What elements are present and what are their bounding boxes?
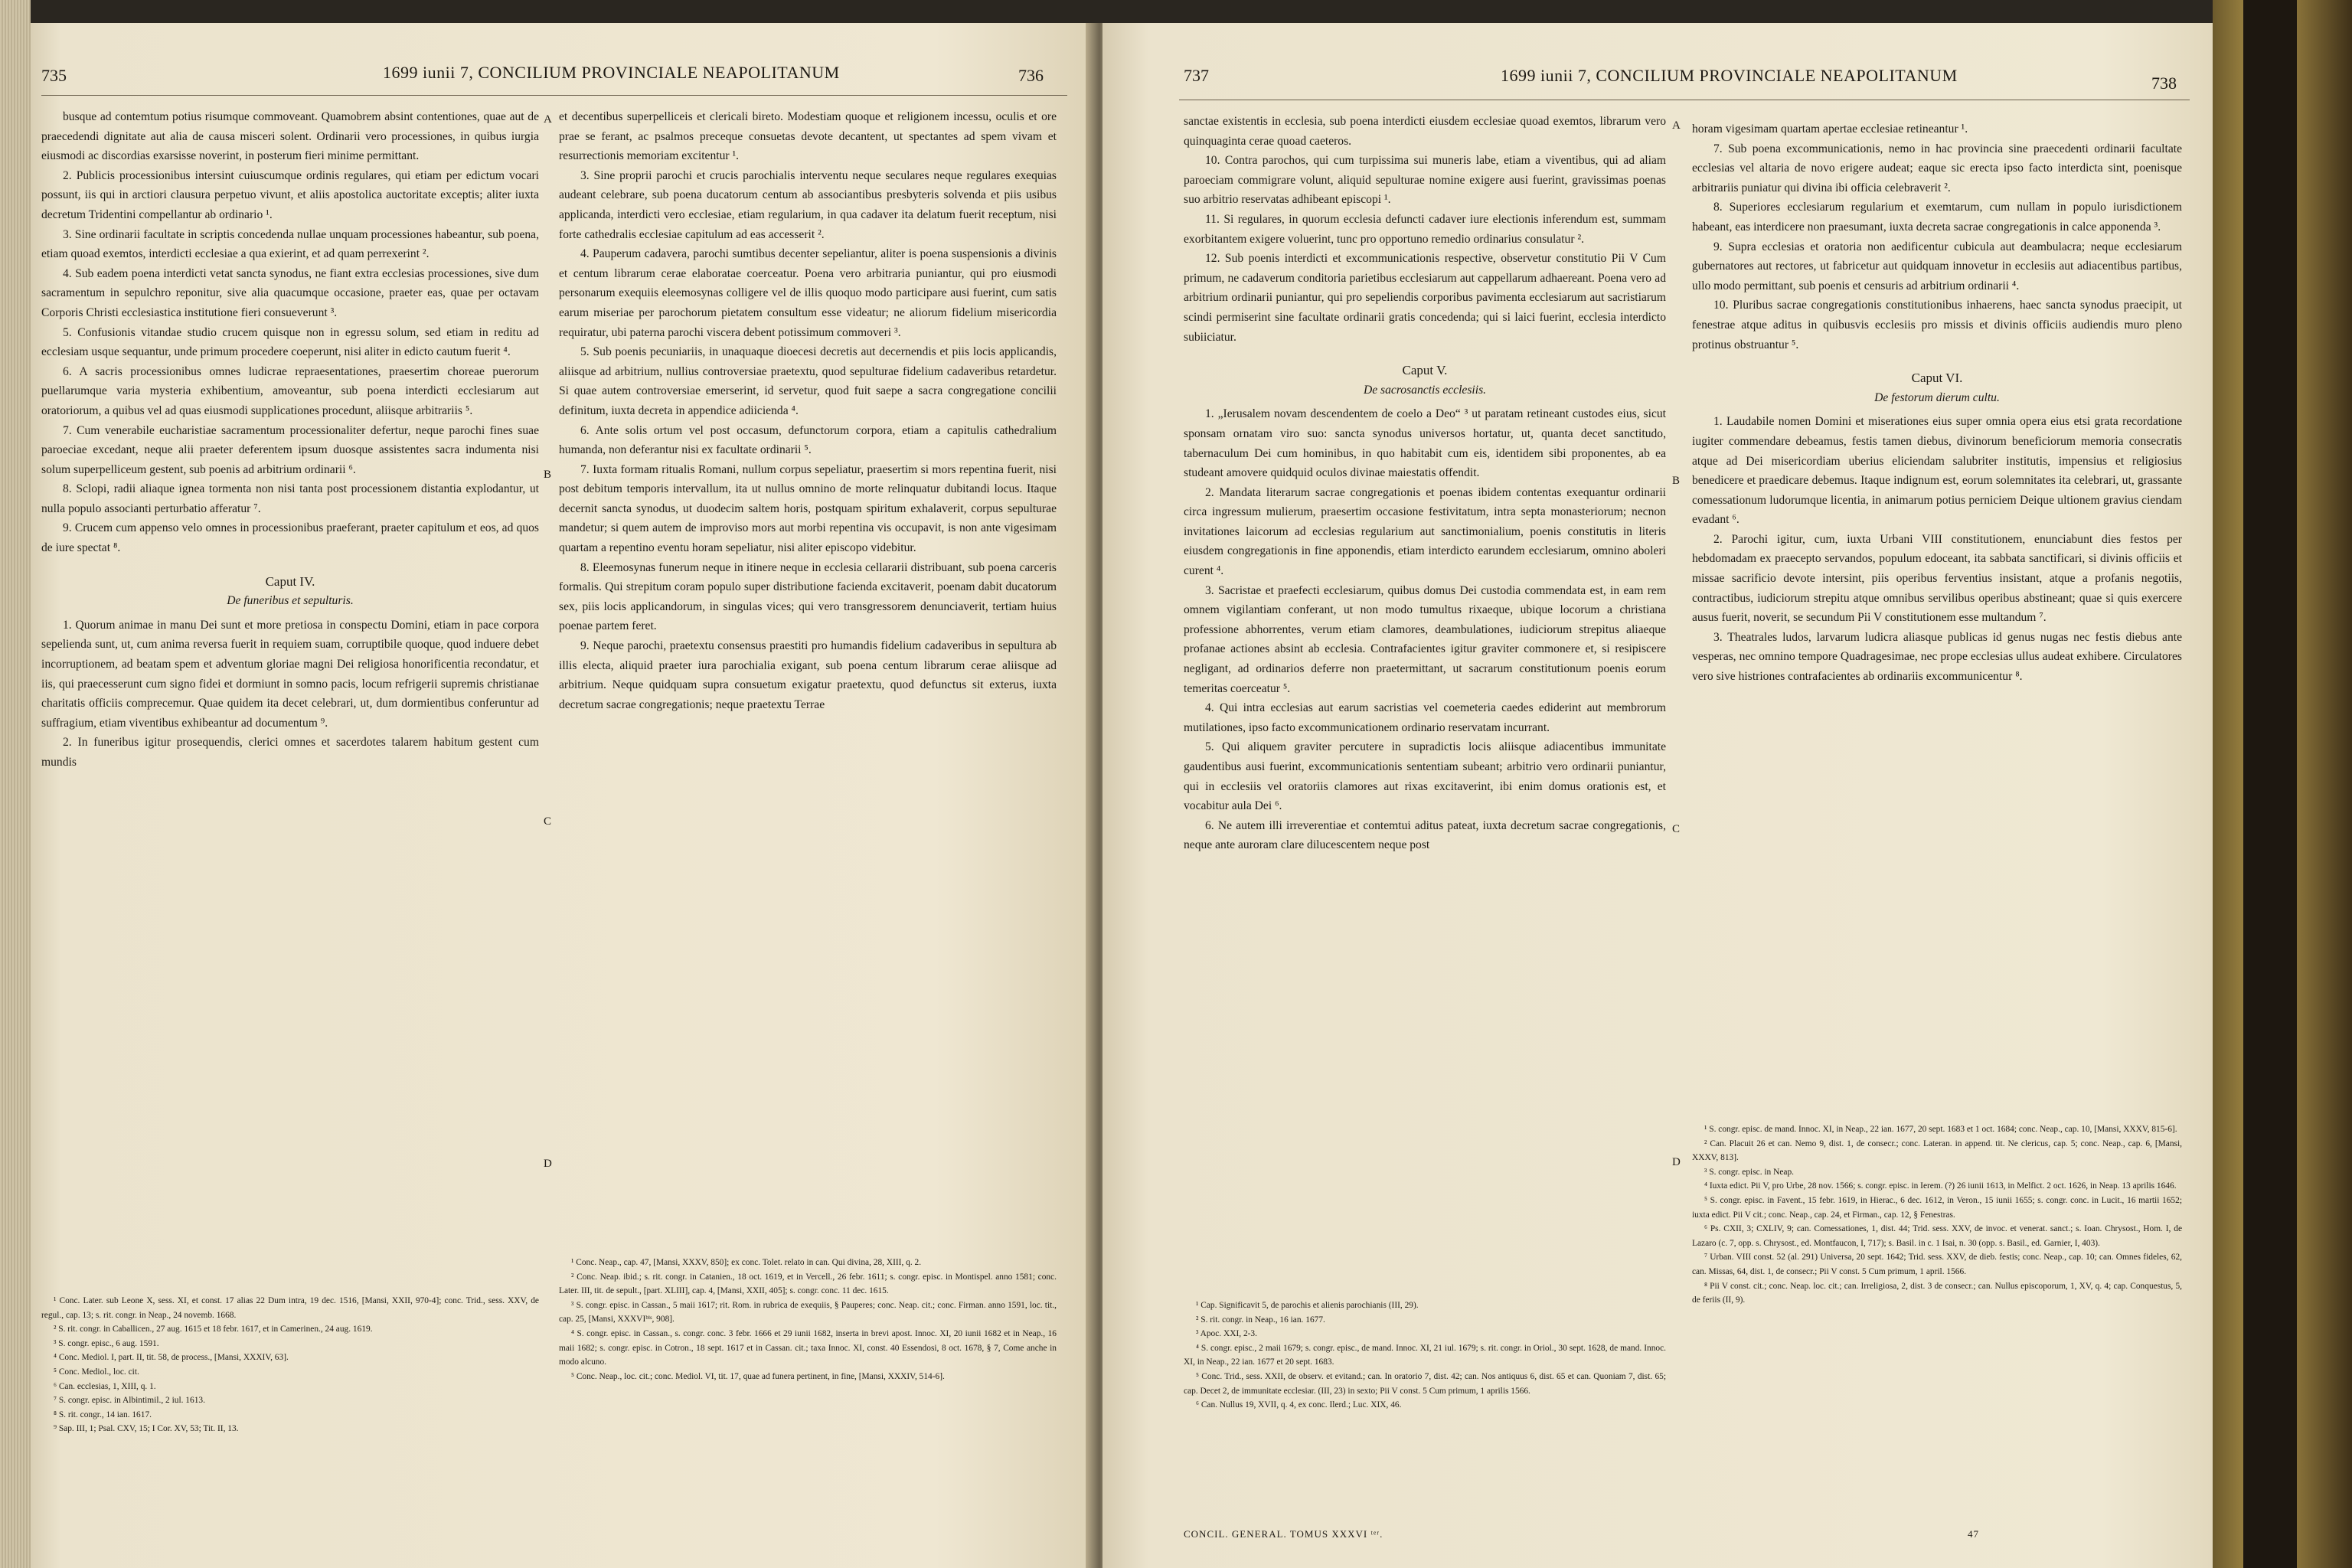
paragraph: 6. Ne autem illi irreverentiae et contemtui aditus pateat, iuxta decretum sacrae congregationis, neque ante auroram clare dilucescentem neque post [1184, 818, 1666, 852]
paragraph: 1. Laudabile nomen Domini et miserationes eius super omnia opera eius etsi grata recordatione iugiter commendare debeamus, festis tamen diebus, divinorum beneficiorum memoria consecratis atque ad Dei misericordiam uberius eliciendam salubriter institutis, impensius et religiosius benedicere et praedicare debemus. Itaque indignum est, eorum solemnitates ita celebrari, ut, grassante comessationum ludorumque licentia, in animarum potius perniciem Deique ultionem gravius ciendam evadant ⁶. [1692, 415, 2182, 527]
paragraph: 6. A sacris processionibus omnes ludicrae repraesentationes, praesertim choreae puerorum puellarumque varia mysteria exhibentium, amoveantur, sub poena interdicti ecclesiarum aut oratoriorum, a quibus vel ad quas eiusmodi supplicationes procedunt, aliisque arbitrariis ⁵. [41, 364, 539, 417]
paragraph: 2. In funeribus igitur prosequendis, clerici omnes et sacerdotes talarem habitum gestent cum mundis [41, 736, 539, 769]
right-page-column-1 [1184, 112, 1666, 855]
footnote: ³ S. congr. episc. in Cassan., 5 maii 1617; rit. Rom. in rubrica de exequiis, § Pauperes; conc. Neap. cit.; conc. Firman. anno 1591, loc. tit., cap. 25, [Mansi, XXXVIᵇⁱˢ, 908]. [559, 1300, 1057, 1325]
paragraph: 9. Crucem cum appenso velo omnes in processionibus praeferant, praeter capitulum et eos, ad quos de iure spectat ⁸. [41, 521, 539, 555]
footnote: ⁵ Conc. Trid., sess. XXII, de observ. et evitand.; can. In oratorio 7, dist. 42; can. Nos antiquus 6, dist. 65 et can. Quoniam 7, dist. 65; cap. Decet 2, de immunitate ecclesiar. (III, 23) in sexto; Pii V const. 5 Cum primum, 1 aprilis 1566. [1184, 1371, 1666, 1396]
paragraph: 3. Sacristae et praefecti ecclesiarum, quibus domus Dei custodia commendata est, in eam rem omnem vigilantiam conferant, ut non modo tumultus rixaeque, ubique locorum a christiana professione abhorrentes, verum etiam clamores, deambulationes, iudiciorum strepitus aliaeque profanae actiones absint ab ecclesia. Contrafacientes igitur graviter commonere et, si resipiscere negligant, ad ordinarios deferre non praetermittant, ut sacrarum constitutionum poenis eorum temeritas coerceatur ⁵. [1184, 583, 1666, 695]
footnote: ¹ Cap. Significavit 5, de parochis et alienis parochianis (III, 29). [1196, 1301, 1419, 1310]
paragraph: 5. Sub poenis pecuniariis, in unaquaque dioecesi decretis aut decernendis et piis locis applicandis, aliisque ad arbitrium, nullius controversiae praetextu, quod sepulturae fidelium cadaveribus retardetur. Si quae autem controversiae emerserint, id servetur, quod fuit saepe a sacra congregatione concilii definitum, iuxta decreta in appendice adiicienda ⁴. [559, 345, 1057, 417]
paragraph: 2. Parochi igitur, cum, iuxta Urbani VIII constitutionem, enunciabunt dies festos per hebdomadam ex praecepto servandos, populum edoceant, ita sabbata sanctificari, si divinis officiis et missae sacrificio devote intersint, piis operibus ferventius insistant, atque a profanis negotiis, contractibus, iudiciorum strepitu atque omnibus servilibus operibus abstineant; quae si quis exercere ausus fuerit, noverit, se secundum Pii V constitutionem esse multandum ⁷. [1692, 532, 2182, 625]
footnotes-left-column [41, 1294, 539, 1436]
left-page-column-1 [41, 107, 539, 773]
page-number-736: 736 [1018, 66, 1044, 85]
paragraph: et decentibus superpelliceis et clericali bireto. Modestiam quoque et religionem incessu, oculis et ore prae se ferant, ac psalmos preceque consuetas devote decantent, ut spectantes ad spem vivam et resurrectionis memoriam excitentur ¹. [559, 110, 1057, 163]
margin-letter: D [1672, 1156, 1681, 1168]
page-number-735: 735 [41, 66, 67, 85]
margin-letter: C [544, 815, 552, 828]
chapter-heading: Caput VI. [1911, 371, 1963, 386]
chapter-subtitle: De sacrosanctis ecclesiis. [1363, 383, 1487, 397]
left-page [31, 23, 1095, 1568]
footnote: ¹ Conc. Neap., cap. 47, [Mansi, XXXV, 850]; ex conc. Tolet. relato in can. Qui divina, 28, XIII, q. 2. [571, 1258, 922, 1267]
footnote: ⁵ S. congr. episc. in Favent., 15 febr. 1619, in Hierac., 6 dec. 1612, in Veron., 15 iunii 1655; s. congr. conc. in Lucit., 16 martii 1652; iuxta edict. Pii V cit.; conc. Neap., cap. 24, et Firman., cap. 12, § Fenestras. [1692, 1195, 2182, 1220]
footnotes-left-column [1184, 1298, 1666, 1413]
paragraph: 1. Quorum animae in manu Dei sunt et more pretiosa in conspectu Domini, etiam in pace corpora sepelienda sunt, ut, cum anima reversa fuerit in requiem suam, corruptibile quoque, quod induere debet incorruptionem, ad beatam spem et adventum gloriae magni Dei religiosa honorificentia recondatur, et iis, qui praecesserunt cum signo fidei et dormiunt in somno pacis, locum refrigerii supremis christianae charitatis officiis comprecemur. Quae quidem ita decet celebrari, ut, dum dormientibus conferuntur ad suffragium, etiam viventibus exhibeantur ad documentum ⁹. [41, 618, 539, 730]
footnotes-right-column [1692, 1122, 2182, 1308]
footnote: ⁵ Conc. Mediol., loc. cit. [54, 1367, 139, 1377]
paragraph: 7. Cum venerabile eucharistiae sacramentum processionaliter defertur, neque parochi fines suae paroeciae excedant, neque alii praeter deferentem ipsum duosque assistentes sacra indumenta nisi solum superpelliceum gestent, sub poenis ad arbitrium ordinarii ⁶. [41, 423, 539, 476]
paragraph: sanctae existentis in ecclesia, sub poena interdicti eiusdem ecclesiae quoad exemtos, librarum vero quinquaginta cerae quoad caeteros. [1184, 115, 1666, 148]
running-header-left: 1699 iunii 7, CONCILIUM PROVINCIALE NEAPOLITANUM [383, 63, 840, 82]
footnote: ¹ Conc. Later. sub Leone X, sess. XI, et const. 17 alias 22 Dum intra, 19 dec. 1516, [Mansi, XXII, 970-4]; conc. Trid., sess. XXV, de regul., cap. 13; s. rit. congr. in Neap., 24 novemb. 1668. [41, 1296, 539, 1320]
footnote: ⁷ Urban. VIII const. 52 (al. 291) Universa, 20 sept. 1642; Trid. sess. XXV, de dieb. festis; conc. Neap., cap. 10; can. Omnes fideles, 62, can. Missas, 64, dist. 1, de consecr.; Pii V const. 5 Cum primum, 1 april. 1566. [1692, 1253, 2182, 1276]
page-edges [0, 0, 31, 1568]
book-cover-edge [2213, 0, 2352, 1568]
footnote: ³ S. congr. episc. in Neap. [1704, 1167, 1794, 1177]
margin-letter: C [1672, 823, 1681, 835]
paragraph: 9. Supra ecclesias et oratoria non aedificentur cubicula aut deambulacra; neque ecclesiarum gubernatores aut rectores, ut fabricetur aut quidquam innovetur in ecclesiis aut adiacentibus partibus, ullo modo permittant, sub poenis et censuris ad arbitrium ordinarii ⁴. [1692, 240, 2182, 292]
paragraph: 8. Eleemosynas funerum neque in itinere neque in ecclesia cellararii distribuant, sub poena carceris formalis. Qui strepitum coram populo super distributione facienda excitaverit, poenam dabit ducatorum sex, piis locis applicandorum, in singulas vices; qui vero transgressorem denunciaverit, tertiam huius poenae partem feret. [559, 560, 1057, 633]
paragraph: busque ad contemtum potius risumque commoveant. Quamobrem absint contentiones, quae aut de praecedendi dignitate aut alia de causa misceri solent. Ordinarii vero processiones, in quibus iurgia eiusmodi ac discordias exarsisse noverint, in posterum fieri minime permittant. [41, 110, 539, 163]
paragraph: 8. Sclopi, radii aliaque ignea tormenta non nisi tanta post processionem distantia explodantur, ut nulla populo associanti perturbatio afferatur ⁷. [41, 482, 539, 515]
page-number-738: 738 [2151, 74, 2177, 93]
paragraph: 6. Ante solis ortum vel post occasum, defunctorum corpora, etiam a capitulis cathedralium humanda, non deferantur nisi ex facultate ordinarii ⁵. [559, 423, 1057, 457]
margin-letter: A [544, 113, 552, 126]
footnote: ⁷ S. congr. episc. in Albintimil., 2 iul. 1613. [54, 1396, 205, 1406]
paragraph: 3. Sine proprii parochi et crucis parochialis interventu neque seculares neque regulares exequias audeant celebrare, sub poena ducatorum centum ab associantibus presbyteris solvenda et piis usibus applicanda, interdicti vero ecclesiae, etiam regularium, in qua cadaver ita delatum fuerit receptum, nisi forte cathedralis ecclesiae capitulum ad eas accesserit ². [559, 168, 1057, 241]
footnote: ¹ S. congr. episc. de mand. Innoc. XI, in Neap., 22 ian. 1677, 20 sept. 1683 et 1 oct. 1684; conc. Neap., cap. 10, [Mansi, XXXV, 815-6]. [1704, 1125, 2177, 1134]
footnotes-right-column [559, 1256, 1057, 1383]
chapter-subtitle: De funeribus et sepulturis. [227, 594, 354, 608]
paragraph: 3. Sine ordinarii facultate in scriptis concedenda nullae unquam processiones habeantur, sub poena, etiam quoad exemtos, interdicti ecclesiae a qua exierint, et ad quam perrexerint ². [41, 227, 539, 261]
footnote: ³ Apoc. XXI, 2-3. [1196, 1329, 1257, 1339]
paragraph: 3. Theatrales ludos, larvarum ludicra aliasque publicas id genus nugas nec festis diebus ante vesperas, nec omnino tempore Quadragesimae, nec prope ecclesias ullus audeat exhibere. Circulatores vero sive histriones contrafacientes ab ordinariis excommunicentur ⁸. [1692, 630, 2182, 684]
chapter-subtitle: De festorum dierum cultu. [1874, 390, 2000, 404]
chapter-heading: Caput V. [1402, 363, 1448, 378]
paragraph: 1. „Ierusalem novam descendentem de coelo a Deo“ ³ ut paratam retineant custodes eius, sicut sponsam ornatam viro suo: sancta synodus universos hortatur, ut, quanta decet sanctitudo, tabernaculum Dei cum hominibus, in quo habitabit cum eis, identidem sibi proponentes, ab ea studeant amovere quidquid oculos divinae maiestatis offendit. [1184, 407, 1666, 480]
margin-letter: A [1672, 119, 1681, 132]
chapter-heading: Caput IV. [265, 573, 315, 589]
sheet-number: 47 [1968, 1528, 1979, 1540]
paragraph: 2. Mandata literarum sacrae congregationis et poenas ibidem contentas exequantur ordinarii circa ingressum mulierum, praesertim occasione festivitatum, intra septa monasteriorum; necnon invitationes laicorum ad ecclesias regularium aut sanctimonialium, poenis constitutis in literis eiusdem congregationis in fine apponendis, etiam interdicto earundem ecclesiarum, omnino aboleri curent ⁴. [1184, 485, 1666, 578]
left-page-column-2 [559, 107, 1057, 714]
footnote: ⁹ Sap. III, 1; Psal. CXV, 15; I Cor. XV, 53; Tit. II, 13. [54, 1424, 239, 1434]
paragraph: 5. Qui aliquem graviter percutere in supradictis locis aliisque adiacentibus immunitate gaudentibus ausi fuerint, excommunicationis sententiam subeant; arbitrio vero ordinarii puniantur, qui in ecclesiis vel oratoriis clamores aut rixas excitaverint, ibi enim domus orationis est, et vocabitur aula Dei ⁶. [1184, 740, 1666, 813]
margin-letter: B [1672, 475, 1681, 487]
paragraph: 11. Si regulares, in quorum ecclesia defuncti cadaver iure electionis inferendum est, summam exorbitantem exigere voluerint, tunc pro opportuno remedio ordinarius consulatur ². [1184, 212, 1666, 246]
cover-shadow [2243, 0, 2297, 1568]
paragraph: 10. Contra parochos, qui cum turpissima sui muneris labe, etiam a viventibus, qui ad aliam paroeciam commigrare volunt, aliquid sepulturae nomine exigere ausi fuerint, gravissimas poenas suo arbitrio reservatas adhibeant episcopi ¹. [1184, 154, 1666, 207]
footnote: ² Can. Placuit 26 et can. Nemo 9, dist. 1, de consecr.; conc. Lateran. in append. tit. Ne clericus, cap. 5; conc. Neap., cap. 6, [Mansi, XXXV, 813]. [1692, 1138, 2182, 1163]
header-rule [41, 95, 1067, 96]
margin-letter: D [544, 1158, 552, 1170]
footnote: ² S. rit. congr. in Caballicen., 27 aug. 1615 et 18 febr. 1617, et in Camerinen., 24 aug. 1619. [54, 1325, 373, 1334]
paragraph: 4. Qui intra ecclesias aut earum sacristias vel coemeteria caedes ediderint aut membrorum mutilationes, ipso facto excommunicationem ordinario reservatam incurrant. [1184, 701, 1666, 734]
right-page-column-2 [1692, 119, 2182, 687]
paragraph: 4. Sub eadem poena interdicti vetat sancta synodus, ne fiant extra ecclesias processiones, sive dum sacramentum in sepulchro reponitur, sive alia quacumque occasione, praeter eas, quae per octavam Corporis Christi ecclesiastica institutione fieri consueverunt ³. [41, 266, 539, 319]
footnote: ⁶ Can. ecclesias, 1, XIII, q. 1. [54, 1381, 156, 1391]
footnote: ³ S. congr. episc., 6 aug. 1591. [54, 1338, 159, 1348]
page-number-737: 737 [1184, 66, 1209, 85]
signature-mark: CONCIL. GENERAL. TOMUS XXXVI ᵗᵉʳ. [1184, 1528, 1383, 1540]
paragraph: 7. Iuxta formam ritualis Romani, nullum corpus sepeliatur, praesertim si mors repentina fuerit, nisi post debitum temporis intervallum, ita ut nullus omnino de morte relinquatur dubitandi locus. Itaque decernit sancta synodus, ut duodecim saltem horis, postquam spiritum exhalaverit, corpus sepulturae mandetur; si quem autem de improviso mors aut morbi repentina vis occupavit, is non ante vigesimam quartam a repentino eventu horam sepeliatur, nisi aliter episcopo videbitur. [559, 462, 1057, 555]
paragraph: 9. Neque parochi, praetextu consensus praestiti pro humandis fidelium cadaveribus in sepultura ab illis electa, aliquid praeter iura parochialia exigant, sub poena centum librarum cerae aliisque ad arbitrium. Neque quidquam supra consuetum exigatur praetextu, quod defunctus sit exterus, iuxta decretum sacrae congregationis; neque praetextu Terrae [559, 639, 1057, 711]
paragraph: 7. Sub poena excommunicationis, nemo in hac provincia sine praecedenti ordinarii facultate ecclesias vel altaria de novo erigere audeat; eaque sic erecta ipso facto interdicta sint, poenisque arbitrariis puniatur qui divina ibi officia celebraverit ². [1692, 142, 2182, 194]
footnote: ⁴ Iuxta edict. Pii V, pro Urbe, 28 nov. 1566; s. congr. episc. in Ierem. (?) 26 iunii 1613, in Melfict. 2 oct. 1626, in Neap. 13 aprilis 1646. [1704, 1181, 2177, 1191]
paragraph: 4. Pauperum cadavera, parochi sumtibus decenter sepeliantur, aliter is poena suspensionis a divinis et centum librarum cerae elaboratae coerceatur. Poena vero arbitraria puniantur, qui pro eiusmodi personarum exequiis eleemosynas colligere vel de illis quoquo modo participare ausi fuerint, cum satis earum miseriae per parochorum pietatem consultum esse videatur; ne aliorum fidelium misericordia requiratur, ubi paterna parochi viscera debent potissimum commoveri ³. [559, 247, 1057, 339]
paragraph: 8. Superiores ecclesiarum regularium et exemtarum, cum nullam in populo iurisdictionem habeant, eas interdicere non praesumant, iuxta decreta sacrae congregationis in calce apponenda ³. [1692, 201, 2182, 234]
footnote: ⁶ Ps. CXII, 3; CXLIV, 9; can. Comessationes, 1, dist. 44; Trid. sess. XXV, de invoc. et venerat. sanct.; s. Ioan. Chrysost., Hom. I, de Lazaro (c. 7, opp. s. Chrysost., ed. Montfaucon, I, 717); s. Basil. in c. 1 Isai, n. 30 (opp. s. Basil., ed. Garnier, I, 403). [1692, 1224, 2182, 1248]
footnote: ⁴ S. congr. episc., 2 maii 1679; s. congr. episc., de mand. Innoc. XI, 21 iul. 1679; s. rit. congr. in Oriol., 30 sept. 1628, de mand. Innoc. XI, in Neap., 22 ian. 1677 et 20 sept. 1683. [1184, 1343, 1666, 1367]
footnote: ⁶ Can. Nullus 19, XVII, q. 4, ex conc. Ilerd.; Luc. XIX, 46. [1196, 1400, 1402, 1410]
footnote: ² Conc. Neap. ibid.; s. rit. congr. in Catanien., 18 oct. 1619, et in Vercell., 26 febr. 1611; s. congr. episc. in Montispel. anno 1581; conc. Later. III, tit. de sepult., [part. XLIII], cap. 4, [Mansi, XXII, 405]; s. congr. conc. 11 dec. 1615. [559, 1272, 1057, 1296]
paragraph: 5. Confusionis vitandae studio crucem quisque non in egressu solum, sed etiam in reditu ad ecclesiam usque sequantur, unde primum procedere coeperunt, nisi aliter in edicto cautum fuerit ⁴. [41, 325, 539, 359]
footnote: ⁸ S. rit. congr., 14 ian. 1617. [54, 1410, 152, 1419]
paragraph: 12. Sub poenis interdicti et excommunicationis respective, observetur constitutio Pii V Cum primum, ne cadaverum conditoria parietibus ecclesiarum aut cappellarum adhaereant. Poena vero ad arbitrium ordinarii puniantur, qui pro sepeliendis corporibus pavimenta ecclesiarum aut sacristiarum scindi permiserint sine facultate ordinarii gratis concedenda; qui si laici fuerint, ecclesia interdicto subiiciatur. [1184, 252, 1666, 344]
paragraph: 10. Pluribus sacrae congregationis constitutionibus inhaerens, haec sancta synodus praecipit, ut fenestrae atque aditus in quibusvis ecclesiis pro missis et divinis officiis audiendis muro pleno protinus obstruantur ⁵. [1692, 299, 2182, 351]
right-page [1102, 23, 2213, 1568]
footnote: ⁴ S. congr. episc. in Cassan., s. congr. conc. 3 febr. 1666 et 29 iunii 1682, inserta in brevi apost. Innoc. XI, 20 iunii 1682 et in Neap., 16 maii 1682; s. congr. episc. in Cotron., 18 sept. 1617 et in Cassan. cit.; taxa Innoc. XI, const. 40 Essendosi, 8 oct. 1678, § 7, Come anche in modo alcuno. [559, 1328, 1057, 1367]
paragraph: horam vigesimam quartam apertae ecclesiae retineantur ¹. [1692, 122, 1968, 136]
footnote: ² S. rit. congr. in Neap., 16 ian. 1677. [1196, 1315, 1325, 1325]
running-header-right: 1699 iunii 7, CONCILIUM PROVINCIALE NEAPOLITANUM [1501, 66, 1958, 85]
footnote: ⁴ Conc. Mediol. I, part. II, tit. 58, de process., [Mansi, XXXIV, 63]. [54, 1353, 289, 1363]
footnote: ⁵ Conc. Neap., loc. cit.; conc. Mediol. VI, tit. 17, quae ad funera pertinent, in fine, [Mansi, XXXIV, 514-6]. [571, 1371, 945, 1381]
paragraph: 2. Publicis processionibus intersint cuiuscumque ordinis regulares, qui etiam per edictum vocari possunt, iis qui in arctiori clausura perpetuo vivunt, et aliis apostolica auctoritate exceptis; aliter iuxta decretum Tridentini compellantur ab ordinario ¹. [41, 168, 539, 221]
margin-letter: B [544, 469, 552, 481]
footnote: ⁸ Pii V const. cit.; conc. Neap. loc. cit.; can. Irreligiosa, 2, dist. 3 de consecr.; can. Nullus episcoporum, 1, XV, q. 4; cap. Conquestus, 5, de feriis (II, 9). [1692, 1281, 2182, 1305]
